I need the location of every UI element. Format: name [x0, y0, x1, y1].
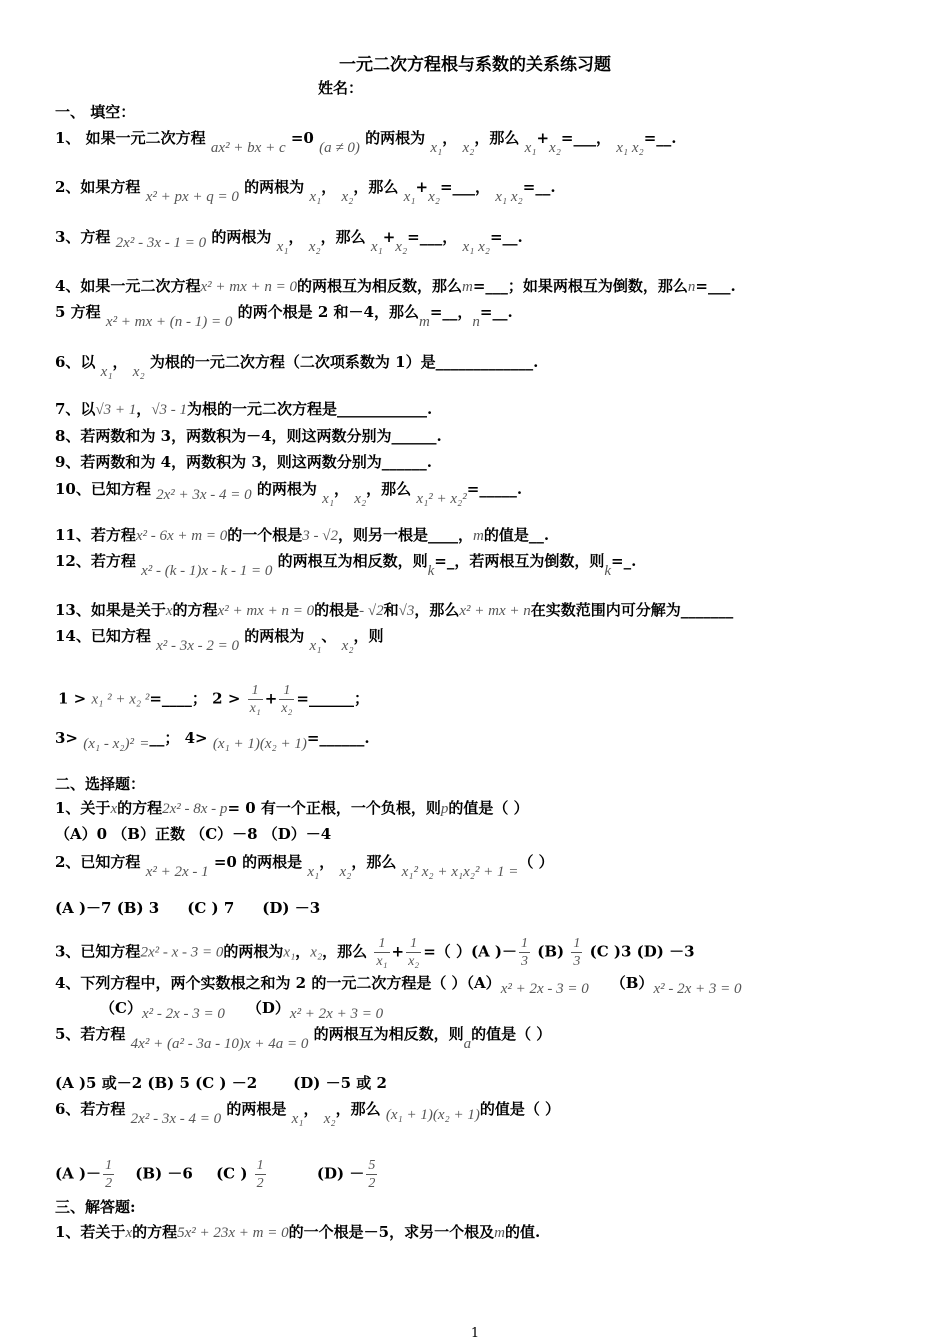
name-label: 姓名： — [318, 79, 364, 97]
equation: 2x² + 3x - 4 = 0 — [156, 487, 252, 503]
equation: 2x² - 3x - 4 = 0 — [130, 1111, 222, 1127]
equation: ax² + bx + c — [210, 140, 286, 156]
question-9: 9、若两数和为 4，两数积为 3，则这两数分别为______. — [55, 453, 432, 471]
choice-question-2-options: (A )－7 (B) 3 (C ) 7 (D) －3 — [55, 899, 321, 917]
equation: 2x² - x - 3 = 0 — [140, 944, 224, 961]
choice-question-4-options: （C）x² - 2x - 3 = 0 （D）x² + 2x + 3 = 0 — [100, 999, 384, 1022]
question-14: 14、已知方程 x² - 3x - 2 = 0 的两根为 x₁、 x₂，则 — [55, 627, 384, 654]
fraction: $\frac{1}{\text{x₁}}$ — [249, 683, 261, 716]
section-fill-in: 一、 填空： — [55, 103, 136, 121]
choice-question-3: 3、已知方程2x² - x - 3 = 0的两根为x₁，x₂，那么 $\frac{1}{\text{x₁}}$ + $\frac{1}{\text{x₂}}$ =（ ）(A )－ $\frac{1}{3}$ (B) $\frac{1}{3}$ (C )3 (D) －3 — [55, 936, 695, 969]
equation: 4x² + (a² - 3a - 10)x + 4a = 0 — [130, 1036, 309, 1052]
equation: x² + mx + n = 0 — [200, 279, 297, 295]
question-12: 12、若方程 x² - (k - 1)x - k - 1 = 0 的两根互为相反数，则k=_，若两根互为倒数，则k=_. — [55, 552, 637, 579]
fraction: $\frac{1}{\text{x₂}}$ — [281, 683, 293, 716]
equation: x² + mx + n = 0 — [217, 603, 315, 619]
page-number: 1 — [470, 1326, 480, 1341]
equation: x² + px + q = 0 — [145, 189, 239, 205]
question-4: 4、如果一元二次方程x² + mx + n = 0的两根互为相反数，那么m=___；如果两根互为倒数，那么n=___. — [55, 277, 736, 295]
question-14-parts-1-2: 1 > x₁ ² + x₂ ²=____； 2 > $\frac{1}{\text{x₁}}$ + $\frac{1}{\text{x₂}}$ =______； — [58, 683, 369, 716]
fraction: $\frac{1}{\text{x₁}}$ — [376, 936, 388, 969]
question-10: 10、已知方程 2x² + 3x - 4 = 0 的两根为 x₁， x₂，那么 x₁² + x₂²=_____. — [55, 480, 523, 507]
fraction: $\frac{1}{3}$ — [521, 936, 529, 969]
question-8: 8、若两数和为 3，两数积为－4，则这两数分别为______. — [55, 427, 442, 445]
question-5: 5 方程 x² + mx + (n - 1) = 0 的两个根是 2 和－4，那么m=__，n=__. — [55, 303, 513, 330]
equation: x² - 6x + m = 0 — [135, 528, 228, 544]
equation: x² + 2x - 1 — [145, 864, 209, 880]
fraction: $\frac{1}{2}$ — [105, 1158, 113, 1191]
section-solutions: 三、解答题: — [55, 1198, 136, 1216]
section-multiple-choice: 二、选择题： — [55, 775, 146, 793]
equation: x² - (k - 1)x - k - 1 = 0 — [141, 563, 273, 579]
question-6: 6、以 x₁， x₂ 为根的一元二次方程（二次项系数为 1）是_____________. — [55, 353, 539, 380]
equation: 2x² - 3x - 1 = 0 — [115, 235, 207, 251]
question-13: 13、如果是关于x的方程x² + mx + n = 0的根是- √2和√3，那么x² + mx + n在实数范围内可分解为_______ — [55, 601, 734, 619]
question-3: 3、方程 2x² - 3x - 1 = 0 的两根为 x₁， x₂，那么 x₁+x₂=___， x₁ x₂=__. — [55, 228, 523, 255]
question-7: 7、以√3 + 1，√3 - 1为根的一元二次方程是____________. — [55, 400, 433, 418]
fraction: $\frac{5}{2}$ — [368, 1158, 376, 1191]
question-11: 11、若方程x² - 6x + m = 0的一个根是3 - √2，则另一根是____，m的值是__. — [55, 526, 550, 544]
fraction: $\frac{1}{2}$ — [256, 1158, 264, 1191]
equation: 5x² + 23x + m = 0 — [177, 1225, 289, 1241]
choice-question-5: 5、若方程 4x² + (a² - 3a - 10)x + 4a = 0 的两根互为相反数，则a的值是（ ） — [55, 1025, 552, 1052]
equation: x² + mx + (n - 1) = 0 — [105, 314, 233, 330]
choice-question-4: 4、下列方程中，两个实数根之和为 2 的一元二次方程是（ ）（A）x² + 2x - 3 = 0 （B）x² - 2x + 3 = 0 — [55, 974, 742, 997]
question-14-parts-3-4: 3> (x₁ - x₂)² =__； 4> (x₁ + 1)(x₂ + 1)=______. — [55, 729, 370, 752]
solution-question-1: 1、若关于x的方程5x² + 23x + m = 0的一个根是－5，求另一个根及m的值. — [55, 1223, 541, 1241]
equation: 2x² - 8x - p — [162, 801, 228, 817]
choice-question-1-options: （A）0 （B）正数 （C）－8 （D）－4 — [55, 825, 332, 843]
equation: x² - 3x - 2 = 0 — [156, 638, 240, 654]
question-2: 2、如果方程 x² + px + q = 0 的两根为 x₁， x₂，那么 x₁+x₂=___， x₁ x₂=__. — [55, 178, 556, 205]
fraction: $\frac{1}{3}$ — [573, 936, 581, 969]
fraction: $\frac{1}{\text{x₂}}$ — [408, 936, 420, 969]
choice-question-6-options: (A )－ $\frac{1}{2}$ (B) －6 (C ) $\frac{1}{2}$ (D) － $\frac{5}{2}$ — [55, 1158, 376, 1191]
choice-question-6: 6、若方程 2x² - 3x - 4 = 0 的两根是 x₁， x₂，那么 (x₁ + 1)(x₂ + 1)的值是（ ） — [55, 1100, 561, 1127]
choice-question-5-options: (A )5 或－2 (B) 5 (C ) －2 (D) －5 或 2 — [55, 1074, 387, 1092]
choice-question-2: 2、已知方程 x² + 2x - 1 =0 的两根是 x₁， x₂，那么 x₁² x₂ + x₁x₂² + 1 =（ ） — [55, 853, 554, 880]
page-title: 一元二次方程根与系数的关系练习题 — [339, 55, 611, 75]
question-1: 1、 如果一元二次方程 ax² + bx + c =0 (a ≠ 0) 的两根为 x₁， x₂，那么 x₁+x₂=___， x₁ x₂=__. — [55, 129, 677, 156]
choice-question-1: 1、关于x的方程2x² - 8x - p= 0 有一个正根，一个负根，则p的值是（ ） — [55, 799, 529, 817]
